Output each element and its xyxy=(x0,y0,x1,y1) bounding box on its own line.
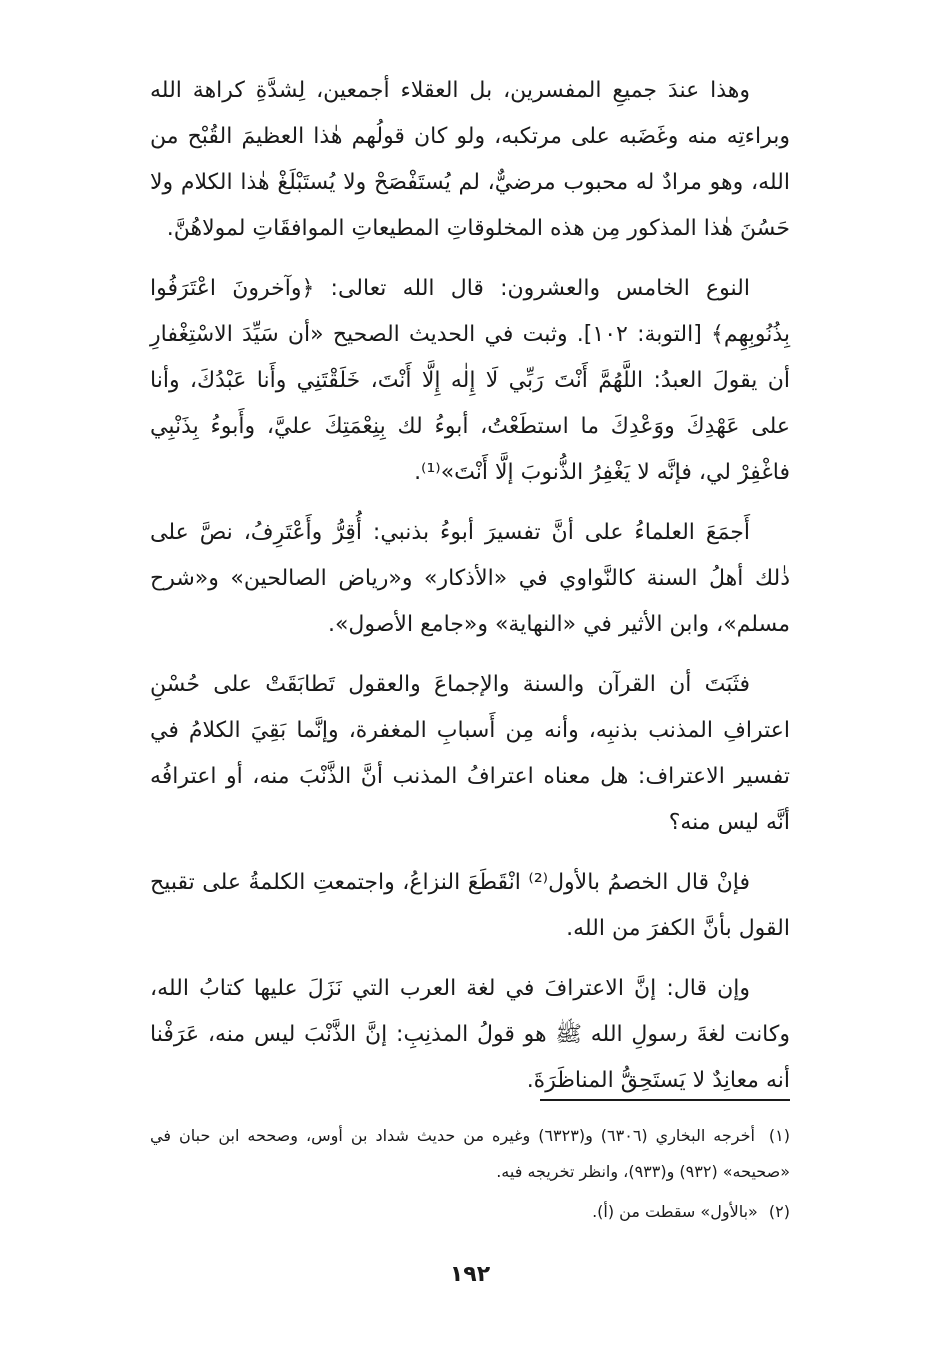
footnote-divider xyxy=(540,1099,790,1101)
paragraph-1: وهذا عندَ جميعِ المفسرين، بل العقلاء أجمعين، لِشدَّةِ كراهة الله وبراءتِه منه وغَضَبه على مرتكبه، ولو كان قولُهم هٰذا العظيمَ القُبْح من الله، وهو مرادٌ له محبوب مرضيٌّ، لم يُستَفْصَحْ ولا يُستَبْلَغْ هٰذا الكلام ولا حَسُنَ هٰذا المذكور مِن هذه المخلوقاتِ المطيعاتِ الموافقَاتِ لمولاهُنَّ. xyxy=(150,78,790,241)
footnote-number: (٢) xyxy=(768,1202,790,1221)
footnote-2 xyxy=(150,1194,790,1230)
footnote-number: (١) xyxy=(768,1126,791,1145)
main-text-body xyxy=(150,68,790,1118)
paragraph-5: فإنْ قال الخصمُ بالأول⁽²⁾ انْقَطَعَ النزاعُ، واجتمعتِ الكلمةُ على تقبيح القول بأنَّ الكفرَ من الله. xyxy=(150,870,790,941)
footnote-text: أخرجه البخاري (٦٣٠٦) و(٦٣٢٣) وغيره من حديث شداد بن أوس، وصححه ابن حبان في «صحيحه» (٩٣٢) و(٩٣٣)، وانظر تخريجه فيه. xyxy=(150,1126,790,1181)
paragraph-6: وإن قال: إنَّ الاعترافَ في لغة العرب التي نَزَلَ عليها كتابُ الله، وكانت لغةَ رسولِ الله ﷺ هو قولُ المذنِبِ: إنَّ الذَّنْبَ ليس منه، عَرَفْنا أنه معانِدٌ لا يَستَحِقُّ المناظَرَةَ. xyxy=(150,976,790,1093)
footnote-1 xyxy=(150,1118,790,1190)
paragraph-4: فثَبَتَ أن القرآن والسنة والإجماعَ والعقول تَطابَقَتْ على حُسْنِ اعترافِ المذنب بذنبِه، وأنه مِن أَسبابِ المغفرة، وإنَّما بَقِيَ الكلامُ في تفسير الاعتراف: هل معناه اعترافُ المذنب أنَّ الذَّنْبَ منه، أو اعترافُه أنَّه ليس منه؟ xyxy=(150,672,790,835)
footnote-text: «بالأول» سقطت من (أ). xyxy=(592,1202,758,1221)
paragraph-3: أَجمَعَ العلماءُ على أنَّ تفسيرَ أبوءُ بذنبي: أُقِرُّ وأَعْتَرِفُ، نصَّ على ذٰلك أهلُ السنة كالنَّواوي في «الأذكار» و«رياض الصالحين» و«شرح مسلم»، وابن الأثير في «النهاية» و«جامع الأصول». xyxy=(150,520,790,637)
page-number: ١٩٢ xyxy=(449,1262,491,1287)
paragraph-2: النوع الخامس والعشرون: قال الله تعالى: ﴿وآخرونَ اعْتَرَفُوا بِذُنُوبِهِم﴾ [التوبة: ١٠٢]. وثبت في الحديث الصحيح «أن سَيِّدَ الاسْتِغْفارِ أن يقولَ العبدُ: اللَّهُمَّ أَنْتَ رَبِّي لَا إِلٰه إِلَّا أَنْتَ، خَلَقْتَنِي وأَنا عَبْدُكَ، وأنا على عَهْدِكَ ووَعْدِكَ ما استطَعْتُ، أبوءُ لك بِنِعْمَتِكَ عليَّ، وأَبوءُ بِذَنْبِي فاغْفِرْ لي، فإنَّه لا يَغْفِرُ الذُّنوبَ إلَّا أَنْتَ»⁽¹⁾. xyxy=(150,276,790,485)
footnotes-section xyxy=(150,1118,790,1234)
